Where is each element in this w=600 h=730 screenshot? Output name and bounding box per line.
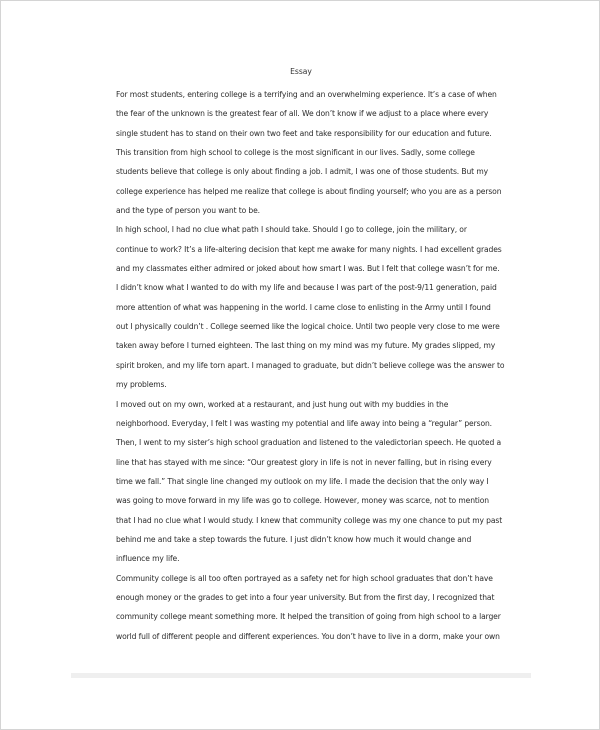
essay-body [116, 85, 505, 646]
essay-line: students believe that college is only about finding a job. I admit, I was one of those students. But my [116, 167, 488, 177]
essay-line: my problems. [116, 380, 167, 390]
document-title: Essay [290, 67, 312, 76]
page-break-divider [71, 673, 531, 678]
essay-line: influence my life. [116, 554, 180, 564]
essay-line: time we fall.” That single line changed my outlook on my life. I made the decision that the only way I [116, 476, 489, 486]
essay-line: college experience has helped me realize that college is about finding yourself; who you are as a person [116, 186, 502, 196]
essay-line: single student has to stand on their own two feet and take responsibility for our education and future. [116, 128, 492, 138]
essay-line: more attention of what was happening in the world. I came close to enlisting in the Army until I found [116, 302, 491, 312]
essay-line: spirit broken, and my life torn apart. I managed to graduate, but didn’t believe college was the answer to [116, 360, 505, 370]
essay-line: the fear of the unknown is the greatest fear of all. We don’t know if we adjust to a place where every [116, 109, 489, 119]
essay-line: out I physically couldn’t . College seemed like the logical choice. Until two people very close to me were [116, 322, 500, 332]
essay-line: that I had no clue what I would study. I knew that community college was my one chance to put my past [116, 515, 503, 525]
essay-line: neighborhood. Everyday, I felt I was wasting my potential and life away into being a “regular” person. [116, 418, 492, 428]
essay-line: enough money or the grades to get into a four year university. But from the first day, I recognized that [116, 592, 495, 602]
essay-line: I didn’t know what I wanted to do with my life and because I was part of the post-9/11 generation, paid [116, 283, 497, 293]
essay-line: and the type of person you want to be. [116, 206, 260, 216]
essay-line: For most students, entering college is a terrifying and an overwhelming experience. It’s a case of when [116, 90, 497, 99]
essay-line: behind me and take a step towards the future. I just didn’t know how much it would change and [116, 534, 472, 544]
essay-line: community college meant something more. It helped the transition of going from high school to a larger [116, 612, 501, 622]
essay-line: In high school, I had no clue what path I should take. Should I go to college, join the military, or [116, 225, 467, 235]
essay-line: line that has stayed with me since: “Our greatest glory in life is not in never falling, but in rising every [116, 457, 492, 467]
essay-line: I moved out on my own, worked at a restaurant, and just hung out with my buddies in the [116, 399, 449, 409]
essay-line: continue to work? It’s a life-altering decision that kept me awake for many nights. I had excellent grades [116, 244, 502, 254]
essay-line: taken away before I turned eighteen. The last thing on my mind was my future. My grades slipped, my [116, 341, 496, 351]
essay-line: This transition from high school to college is the most significant in our lives. Sadly, some college [116, 148, 475, 158]
essay-line: world full of different people and different experiences. You don’t have to live in a dorm, make your own [116, 631, 500, 641]
essay-line: Community college is all too often portrayed as a safety net for high school graduates that don’t have [116, 573, 493, 583]
essay-line: Then, I went to my sister’s high school graduation and listened to the valedictorian speech. He quoted a [116, 438, 501, 448]
essay-line: was going to move forward in my life was go to college. However, money was scarce, not to mention [116, 496, 489, 506]
essay-line: and my classmates either admired or joked about how smart I was. But I felt that college wasn’t for me. [116, 264, 500, 274]
